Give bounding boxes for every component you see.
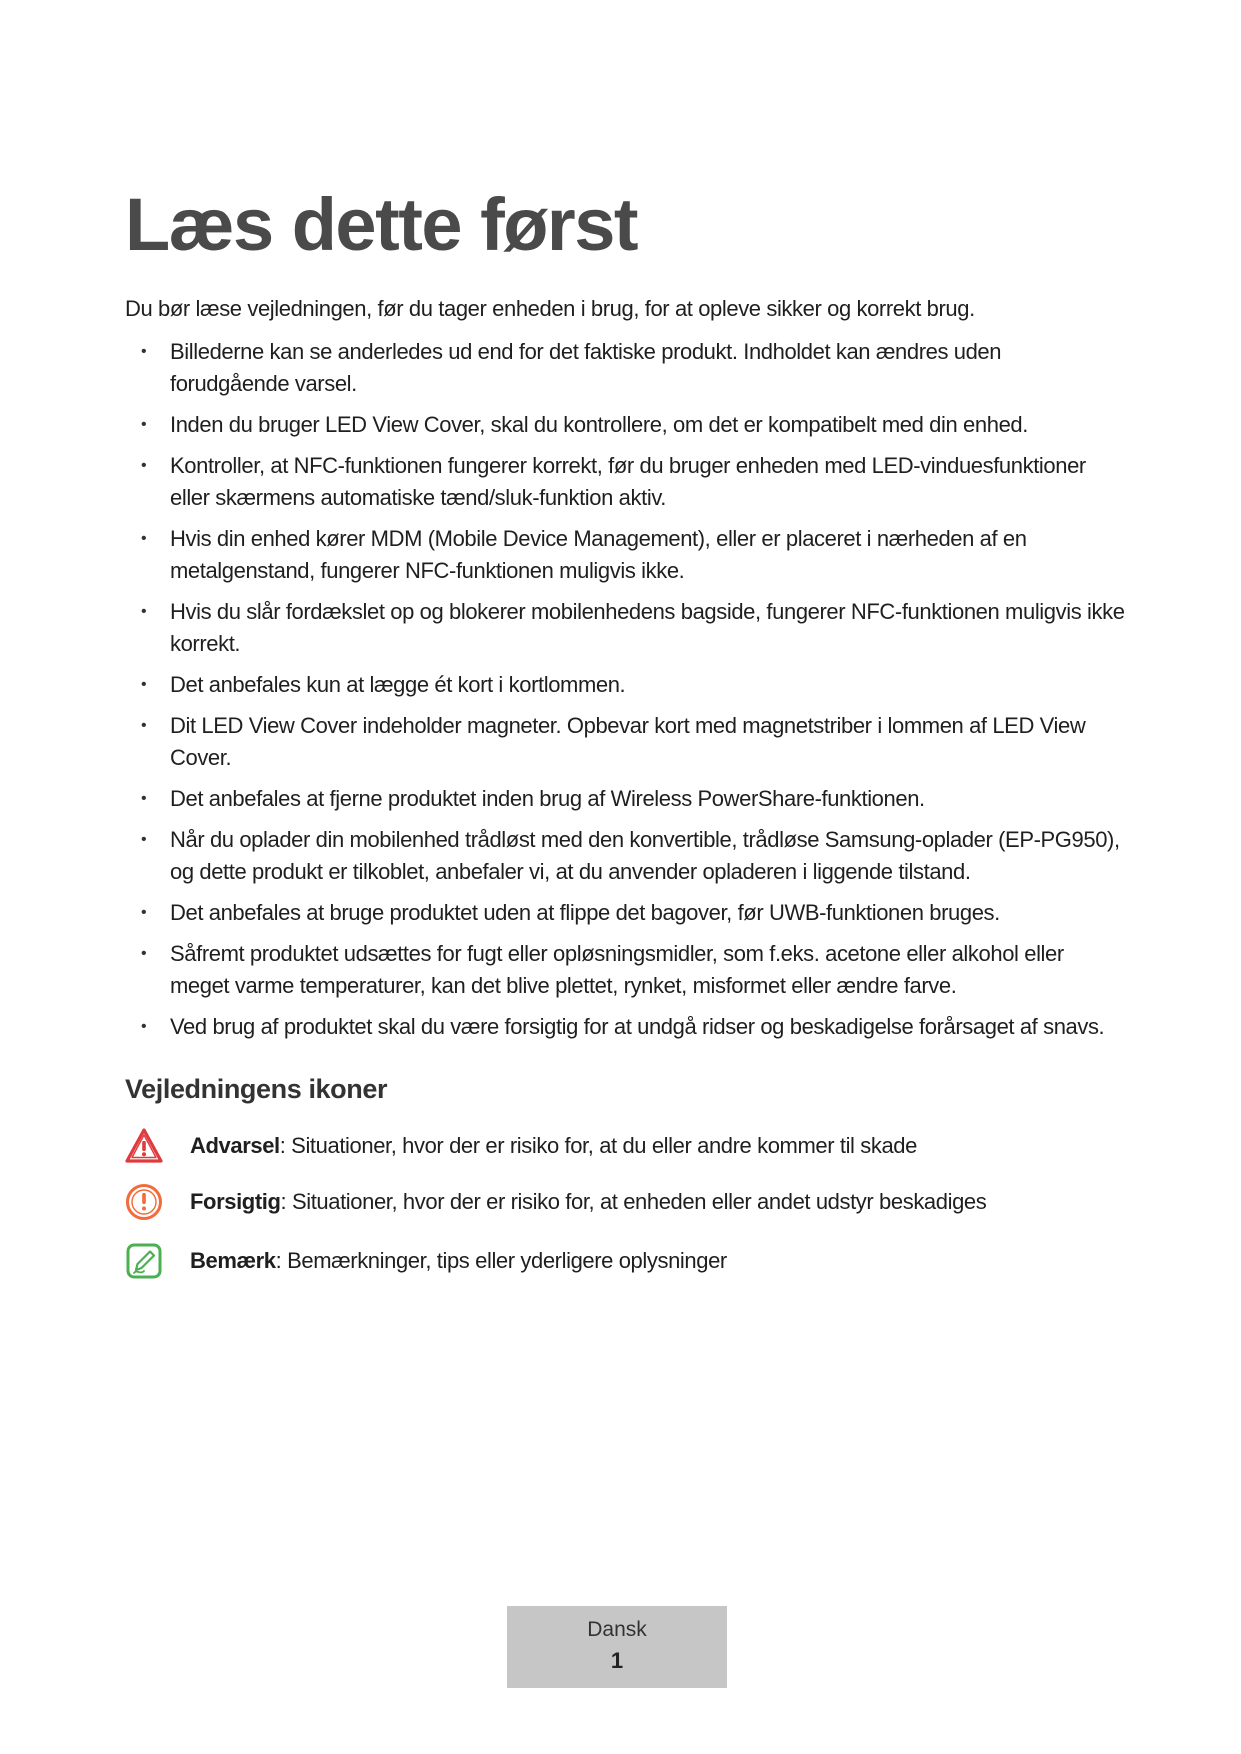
list-item: • Det anbefales at bruge produktet uden at flippe det bagover, før UWB-funktionen bruges. [125, 897, 1125, 929]
icon-legend-note [125, 1242, 1125, 1280]
legend-text: : Situationer, hvor der er risiko for, at enheden eller andet udstyr beskadiges [280, 1189, 987, 1214]
list-item: • Hvis du slår fordækslet op og blokerer mobilenhedens bagside, fungerer NFC-funktionen muligvis ikke korrekt. [125, 596, 1125, 660]
legend-term: Advarsel [190, 1133, 280, 1158]
legend-text: : Situationer, hvor der er risiko for, at du eller andre kommer til skade [279, 1133, 917, 1158]
intro-paragraph: Du bør læse vejledningen, før du tager enheden i brug, for at opleve sikker og korrekt brug. [125, 296, 975, 321]
list-item: • Dit LED View Cover indeholder magneter. Opbevar kort med magnetstriber i lommen af LED View Cover. [125, 710, 1125, 774]
note-pen-icon [125, 1242, 163, 1280]
footer-language: Dansk [587, 1618, 647, 1641]
list-item: • Det anbefales at fjerne produktet inden brug af Wireless PowerShare-funktionen. [125, 783, 1125, 815]
list-item: • Hvis din enhed kører MDM (Mobile Device Management), eller er placeret i nærheden af en metalgenstand, fungerer NFC-funktionen muligvis ikke. [125, 523, 1125, 587]
page-footer [507, 1606, 727, 1688]
list-item: • Billederne kan se anderledes ud end for det faktiske produkt. Indholdet kan ændres uden forudgående varsel. [125, 336, 1125, 400]
legend-term: Bemærk [190, 1248, 276, 1273]
caution-circle-icon [125, 1183, 163, 1221]
notice-list [125, 336, 1125, 1052]
section-heading: Vejledningens ikoner [125, 1074, 388, 1104]
warning-triangle-icon [125, 1127, 163, 1165]
legend-text: : Bemærkninger, tips eller yderligere oplysninger [275, 1248, 727, 1273]
list-item: • Inden du bruger LED View Cover, skal du kontrollere, om det er kompatibelt med din enhed. [125, 409, 1125, 441]
list-item: • Ved brug af produktet skal du være forsigtig for at undgå ridser og beskadigelse forårsaget af snavs. [125, 1011, 1125, 1043]
icon-legend-warning [125, 1127, 1125, 1165]
list-item: • Såfremt produktet udsættes for fugt eller opløsningsmidler, som f.eks. acetone eller alkohol eller meget varme temperaturer, kan det blive plettet, rynket, misformet eller ændre farve. [125, 938, 1125, 1002]
list-item: • Når du oplader din mobilenhed trådløst med den konvertible, trådløse Samsung-oplader (EP-PG950), og dette produkt er tilkoblet, anbefaler vi, at du anvender opladeren i liggende tilstand. [125, 824, 1125, 888]
list-item: • Kontroller, at NFC-funktionen fungerer korrekt, før du bruger enheden med LED-vinduesfunktioner eller skærmens automatiske tænd/sluk-funktion aktiv. [125, 450, 1125, 514]
page-title: Læs dette først [125, 183, 638, 266]
list-item: • Det anbefales kun at lægge ét kort i kortlommen. [125, 669, 1125, 701]
page-number: 1 [610, 1648, 624, 1673]
legend-term: Forsigtig [190, 1189, 281, 1214]
icon-legend-caution [125, 1183, 1125, 1221]
